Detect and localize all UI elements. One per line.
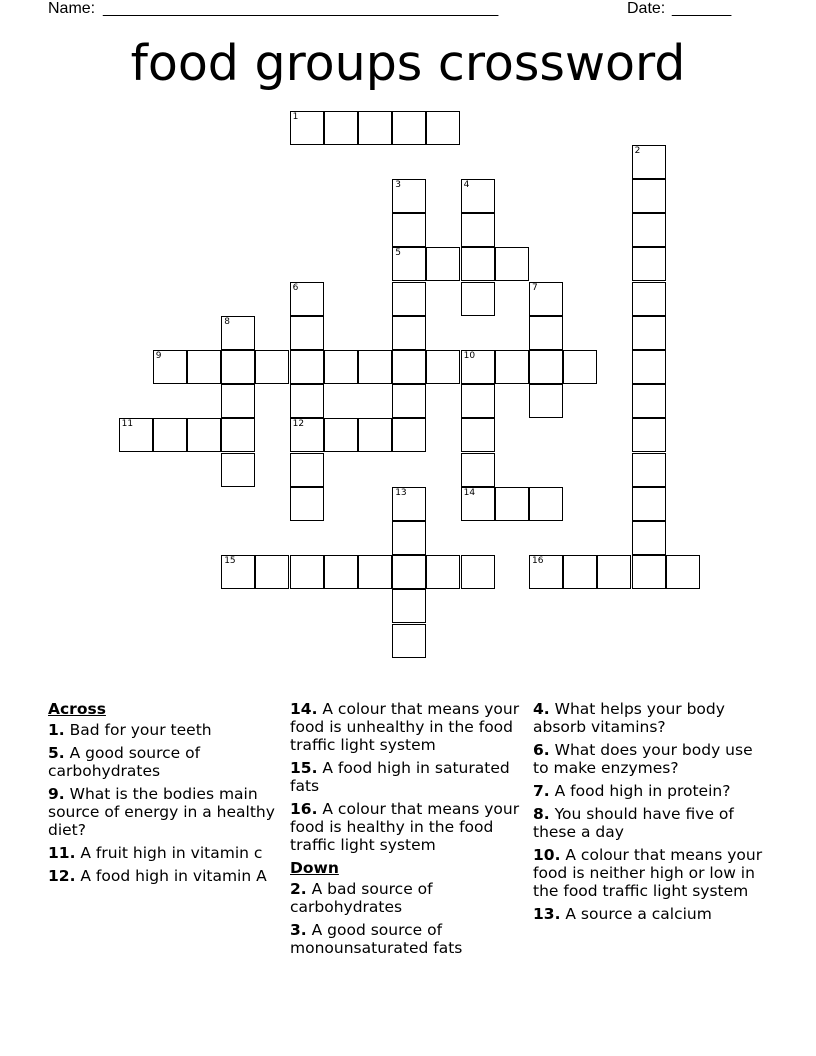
clue-text: What helps your body absorb vitamins?: [533, 700, 725, 736]
grid-cell[interactable]: [461, 350, 495, 384]
clue-item: [48, 867, 276, 885]
clue-number-label: 12.: [48, 867, 76, 885]
grid-cell[interactable]: [597, 555, 631, 589]
grid-cell[interactable]: [290, 316, 324, 350]
grid-cell[interactable]: [632, 521, 666, 555]
clue-number: 14: [463, 487, 476, 498]
grid-cell[interactable]: [529, 350, 563, 384]
clue-item: [48, 721, 276, 739]
grid-cell[interactable]: [153, 418, 187, 452]
clue-number: 4: [463, 180, 470, 190]
grid-cell[interactable]: [358, 555, 392, 589]
grid-cell[interactable]: [358, 350, 392, 384]
clue-number: 11: [121, 419, 134, 430]
clue-number-label: 2.: [290, 880, 307, 898]
grid-cell[interactable]: [632, 282, 666, 316]
grid-cell[interactable]: [221, 316, 255, 350]
grid-cell[interactable]: [426, 555, 460, 589]
grid-cell[interactable]: [187, 418, 221, 452]
grid-cell[interactable]: [221, 350, 255, 384]
clue-number: 16: [532, 556, 544, 567]
clue-text: What is the bodies main source of energy in a healthy diet?: [48, 785, 275, 839]
grid-cell[interactable]: [392, 624, 426, 658]
grid-cell[interactable]: [221, 453, 255, 487]
down-clue-list: [290, 880, 526, 957]
grid-cell[interactable]: [392, 521, 426, 555]
grid-cell[interactable]: [666, 555, 700, 589]
grid-cell[interactable]: [324, 418, 358, 452]
grid-cell[interactable]: [221, 555, 255, 589]
clue-text: Bad for your teeth: [69, 721, 212, 739]
grid-cell[interactable]: [529, 316, 563, 350]
clue-item: [533, 782, 769, 800]
clue-text: A fruit high in vitamin c: [80, 844, 263, 862]
grid-cell[interactable]: [392, 282, 426, 316]
grid-cell[interactable]: [392, 111, 426, 145]
clue-text: A good source of carbohydrates: [48, 744, 201, 780]
grid-cell[interactable]: [461, 487, 495, 521]
clue-text: You should have five of these a day: [533, 805, 734, 841]
grid-cell[interactable]: [290, 418, 324, 452]
grid-cell[interactable]: [563, 555, 597, 589]
clue-text: A good source of monounsaturated fats: [290, 921, 463, 957]
clue-number: 12: [292, 419, 305, 430]
grid-cell[interactable]: [392, 555, 426, 589]
grid-cell[interactable]: [392, 350, 426, 384]
grid-cell[interactable]: [461, 247, 495, 281]
grid-cell[interactable]: [290, 487, 324, 521]
grid-cell[interactable]: [461, 555, 495, 589]
clues-column-3: [533, 700, 769, 928]
clue-number: 10: [463, 351, 476, 361]
date-field-line[interactable]: _______: [672, 0, 731, 17]
clue-number: 9: [155, 351, 162, 361]
grid-cell[interactable]: [119, 418, 153, 452]
grid-cell[interactable]: [461, 179, 495, 213]
clue-number-label: 14.: [290, 700, 318, 718]
clue-number: 2: [634, 145, 641, 156]
clue-item: [48, 744, 276, 780]
clue-number: 5: [395, 248, 401, 259]
grid-cell[interactable]: [392, 179, 426, 213]
grid-cell[interactable]: [358, 111, 392, 145]
grid-cell[interactable]: [529, 555, 563, 589]
grid-cell[interactable]: [290, 111, 324, 145]
clue-number-label: 1.: [48, 721, 65, 739]
clue-number-label: 8.: [533, 805, 550, 823]
clue-item: [290, 800, 526, 854]
grid-cell[interactable]: [290, 384, 324, 418]
clue-number: 15: [224, 556, 236, 567]
date-label: Date:: [627, 0, 666, 17]
clue-item: [290, 880, 526, 916]
grid-cell[interactable]: [632, 453, 666, 487]
clue-number: 8: [224, 316, 230, 327]
grid-cell[interactable]: [632, 555, 666, 589]
clue-text: A colour that means your food is unhealthy in the food traffic light system: [290, 700, 520, 754]
page-title: food groups crossword: [130, 35, 686, 92]
grid-cell[interactable]: [461, 384, 495, 418]
clue-text: A source a calcium: [565, 905, 712, 923]
clue-item: [290, 700, 526, 754]
clue-item: [48, 844, 276, 862]
grid-cell[interactable]: [255, 555, 289, 589]
grid-cell[interactable]: [632, 213, 666, 247]
grid-cell[interactable]: [324, 111, 358, 145]
grid-cell[interactable]: [632, 350, 666, 384]
clue-item: [290, 921, 526, 957]
clue-number-label: 16.: [290, 800, 318, 818]
grid-cell[interactable]: [392, 213, 426, 247]
grid-cell[interactable]: [632, 418, 666, 452]
clue-number-label: 11.: [48, 844, 76, 862]
grid-cell[interactable]: [461, 213, 495, 247]
clue-number-label: 15.: [290, 759, 318, 777]
grid-cell[interactable]: [529, 384, 563, 418]
clue-item: [533, 741, 769, 777]
name-label: Name:: [48, 0, 96, 17]
grid-cell[interactable]: [495, 247, 529, 281]
down-heading: Down: [290, 859, 339, 877]
clue-number: 6: [292, 282, 299, 293]
grid-cell[interactable]: [324, 350, 358, 384]
grid-cell[interactable]: [392, 589, 426, 623]
clue-item: [48, 785, 276, 839]
grid-cell[interactable]: [392, 418, 426, 452]
name-field-line[interactable]: _______________________________________________: [103, 0, 498, 17]
grid-cell[interactable]: [461, 418, 495, 452]
clue-number-label: 13.: [533, 905, 561, 923]
grid-cell[interactable]: [221, 418, 255, 452]
clue-text: A food high in saturated fats: [290, 759, 510, 795]
clue-item: [533, 805, 769, 841]
clue-number: 13: [395, 487, 407, 498]
grid-cell[interactable]: [461, 453, 495, 487]
grid-cell[interactable]: [495, 350, 529, 384]
grid-cell[interactable]: [358, 418, 392, 452]
clue-text: A bad source of carbohydrates: [290, 880, 433, 916]
grid-cell[interactable]: [529, 487, 563, 521]
across-clue-list-continued: [290, 700, 526, 854]
clue-text: A colour that means your food is healthy in the food traffic light system: [290, 800, 520, 854]
clue-number: 1: [292, 111, 299, 122]
grid-cell[interactable]: [632, 316, 666, 350]
clue-text: A food high in vitamin A: [80, 867, 267, 885]
clue-number-label: 4.: [533, 700, 550, 718]
grid-cell[interactable]: [153, 350, 187, 384]
grid-cell[interactable]: [426, 111, 460, 145]
grid-cell[interactable]: [529, 282, 563, 316]
grid-cell[interactable]: [392, 316, 426, 350]
grid-cell[interactable]: [632, 145, 666, 179]
clue-number-label: 9.: [48, 785, 65, 803]
grid-cell[interactable]: [187, 350, 221, 384]
clue-item: [290, 759, 526, 795]
grid-cell[interactable]: [392, 487, 426, 521]
clue-text: A colour that means your food is neither high or low in the food traffic light system: [533, 846, 763, 900]
clues-column-1: [48, 700, 276, 890]
grid-cell[interactable]: [221, 384, 255, 418]
grid-cell[interactable]: [426, 350, 460, 384]
clue-number-label: 10.: [533, 846, 561, 864]
grid-cell[interactable]: [632, 384, 666, 418]
clue-number-label: 5.: [48, 744, 65, 762]
clue-item: [533, 700, 769, 736]
grid-cell[interactable]: [290, 555, 324, 589]
grid-cell[interactable]: [632, 179, 666, 213]
grid-cell[interactable]: [290, 453, 324, 487]
grid-cell[interactable]: [392, 247, 426, 281]
grid-cell[interactable]: [632, 247, 666, 281]
clue-item: [533, 905, 769, 923]
grid-cell[interactable]: [255, 350, 289, 384]
clue-number-label: 3.: [290, 921, 307, 939]
grid-cell[interactable]: [426, 247, 460, 281]
clue-number: 7: [532, 282, 538, 293]
clue-number-label: 6.: [533, 741, 550, 759]
clue-number: 3: [395, 180, 401, 190]
clue-text: A food high in protein?: [554, 782, 731, 800]
across-heading: Across: [48, 700, 106, 718]
clue-text: What does your body use to make enzymes?: [533, 741, 753, 777]
grid-cell[interactable]: [563, 350, 597, 384]
grid-cell[interactable]: [632, 487, 666, 521]
across-clue-list: [48, 721, 276, 885]
grid-cell[interactable]: [290, 350, 324, 384]
grid-cell[interactable]: [461, 282, 495, 316]
grid-cell[interactable]: [392, 384, 426, 418]
grid-cell[interactable]: [495, 487, 529, 521]
clues-column-2: [290, 700, 526, 962]
clue-number-label: 7.: [533, 782, 550, 800]
grid-cell[interactable]: [324, 555, 358, 589]
down-clue-list-continued: [533, 700, 769, 923]
grid-cell[interactable]: [290, 282, 324, 316]
clue-item: [533, 846, 769, 900]
